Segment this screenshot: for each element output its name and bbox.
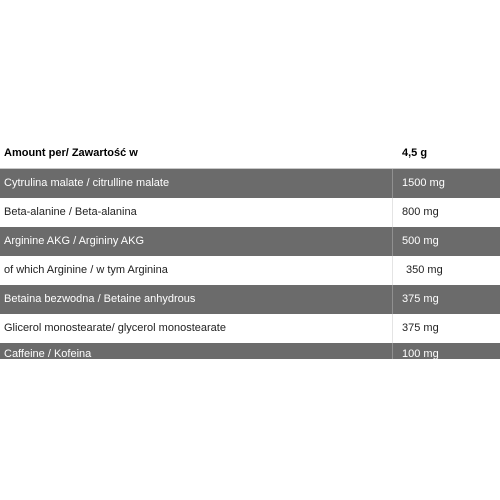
ingredient-name: Betaina bezwodna / Betaine anhydrous	[4, 293, 196, 305]
ingredient-name: of which Arginine / w tym Arginina	[4, 264, 168, 276]
ingredient-name: Caffeine / Kofeina	[4, 348, 92, 359]
table-row-citrulline	[0, 169, 500, 198]
ingredient-amount: 500 mg	[402, 235, 439, 247]
ingredient-amount: 1500 mg	[402, 177, 445, 189]
ingredient-name: Beta-alanine / Beta-alanina	[4, 206, 137, 218]
table-row-caffeine	[0, 343, 500, 359]
nutrition-table	[0, 139, 500, 359]
ingredient-amount: 100 mg	[402, 348, 439, 359]
ingredient-amount: 350 mg	[406, 264, 443, 276]
ingredient-amount: 375 mg	[402, 293, 439, 305]
column-divider	[392, 285, 393, 314]
table-row-glycerol	[0, 314, 500, 343]
table-row-arginine-akg	[0, 227, 500, 256]
column-divider	[392, 343, 393, 359]
table-row-arginine	[0, 256, 500, 285]
ingredient-name: Cytrulina malate / citrulline malate	[4, 177, 170, 189]
header-serving-size: 4,5 g	[402, 147, 428, 159]
ingredient-name: Arginine AKG / Argininy AKG	[4, 235, 145, 247]
ingredient-amount: 375 mg	[402, 322, 439, 334]
column-divider	[392, 169, 393, 198]
table-header-row	[0, 139, 500, 169]
header-amount-per-label: Amount per/ Zawartość w	[4, 147, 138, 159]
ingredient-name: Glicerol monostearate/ glycerol monostearate	[4, 322, 226, 334]
table-row-beta-alanine	[0, 198, 500, 227]
column-divider	[392, 314, 393, 343]
ingredient-amount: 800 mg	[402, 206, 439, 218]
column-divider	[392, 198, 393, 227]
column-divider	[392, 227, 393, 256]
column-divider	[392, 256, 393, 285]
table-row-betaine	[0, 285, 500, 314]
